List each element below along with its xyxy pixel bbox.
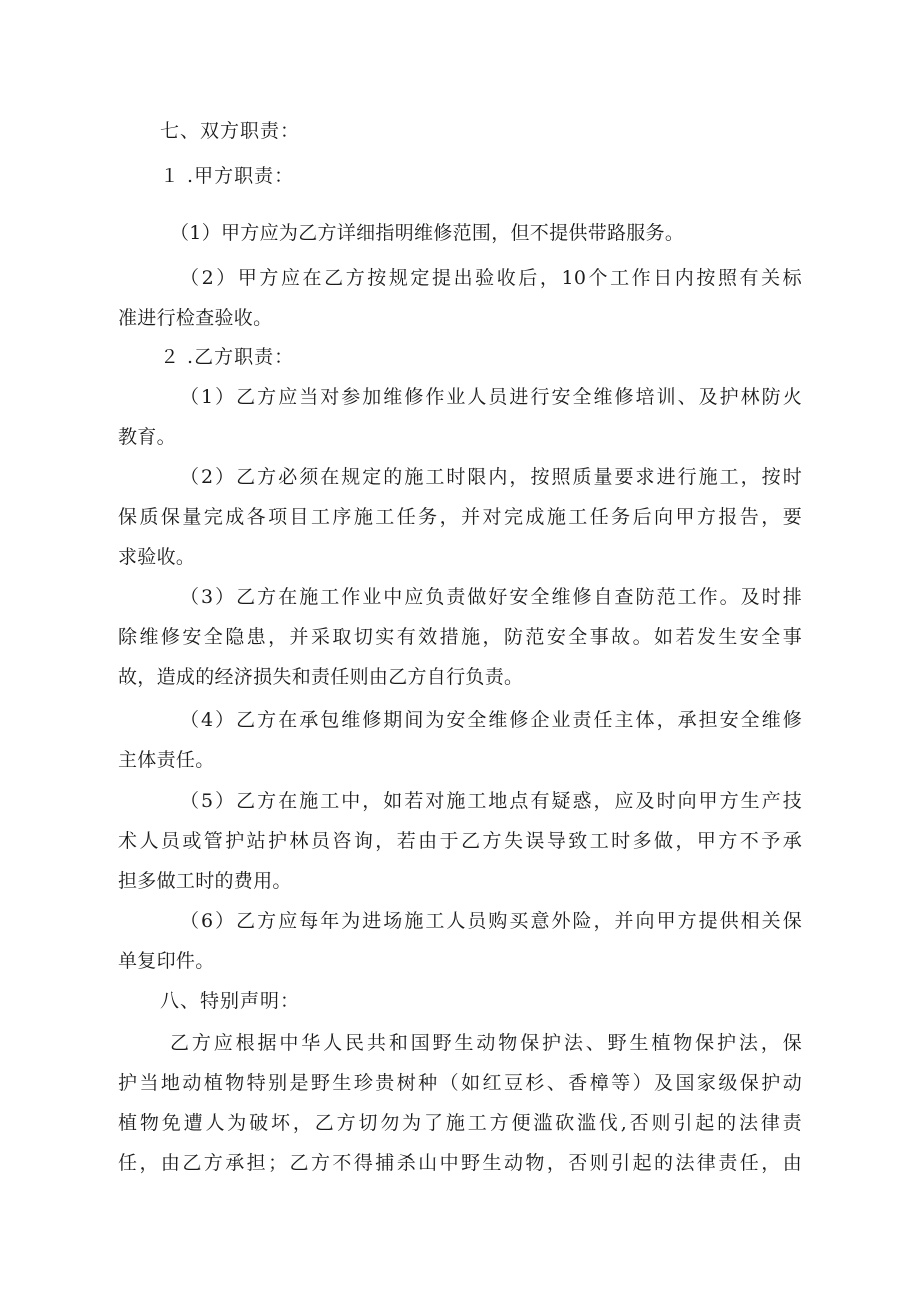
party-b-item-6-line-1: （6）乙方应每年为进场施工人员购买意外险，并向甲方提供相关保 <box>180 910 802 932</box>
section-heading-special-statement: 八、特别声明： <box>160 990 301 1012</box>
special-statement-line-3: 植物免遭人为破坏，乙方切勿为了施工方便滥砍滥伐,否则引起的法律责 <box>118 1112 802 1134</box>
party-b-item-4-line-1: （4）乙方在承包维修期间为安全维修企业责任主体，承担安全维修 <box>180 709 802 731</box>
subheading-party-b-duties: ２ .乙方职责： <box>160 346 295 368</box>
party-b-item-4-line-2: 主体责任。 <box>118 749 215 771</box>
party-b-item-5-line-1: （5）乙方在施工中，如若对施工地点有疑惑，应及时向甲方生产技 <box>180 790 802 812</box>
party-b-item-3-line-2: 除维修安全隐患，并采取切实有效措施，防范安全事故。如若发生安全事 <box>118 626 802 648</box>
party-a-item-2-line-1: （2）甲方应在乙方按规定提出验收后，10个工作日内按照有关标 <box>180 267 802 289</box>
party-b-item-5-line-3: 担多做工时的费用。 <box>118 870 292 892</box>
special-statement-line-4: 任，由乙方承担；乙方不得捕杀山中野生动物，否则引起的法律责任，由 <box>118 1152 802 1174</box>
party-a-item-2-line-2: 准进行检查验收。 <box>118 307 273 329</box>
special-statement-line-2: 护当地动植物特别是野生珍贵树种（如红豆杉、香樟等）及国家级保护动 <box>118 1072 802 1094</box>
party-b-item-1-line-2: 教育。 <box>118 426 176 448</box>
subheading-party-a-duties: １ .甲方职责： <box>160 165 295 187</box>
party-b-item-3-line-1: （3）乙方在施工作业中应负责做好安全维修自查防范工作。及时排 <box>180 586 802 608</box>
party-a-item-1: （1）甲方应为乙方详细指明维修范围，但不提供带路服务。 <box>170 222 685 244</box>
special-statement-line-1: 乙方应根据中华人民共和国野生动物保护法、野生植物保护法，保 <box>170 1032 802 1054</box>
party-b-item-3-line-3: 故，造成的经济损失和责任则由乙方自行负责。 <box>118 666 524 688</box>
section-heading-duties: 七、双方职责： <box>160 120 301 142</box>
party-b-item-5-line-2: 术人员或管护站护林员咨询，若由于乙方失误导致工时多做，甲方不予承 <box>118 830 802 852</box>
party-b-item-2-line-3: 求验收。 <box>118 546 196 568</box>
party-b-item-2-line-1: （2）乙方必须在规定的施工时限内，按照质量要求进行施工，按时 <box>180 466 802 488</box>
party-b-item-1-line-1: （1）乙方应当对参加维修作业人员进行安全维修培训、及护林防火 <box>180 386 802 408</box>
party-b-item-6-line-2: 单复印件。 <box>118 950 215 972</box>
party-b-item-2-line-2: 保质保量完成各项目工序施工任务，并对完成施工任务后向甲方报告，要 <box>118 506 802 528</box>
